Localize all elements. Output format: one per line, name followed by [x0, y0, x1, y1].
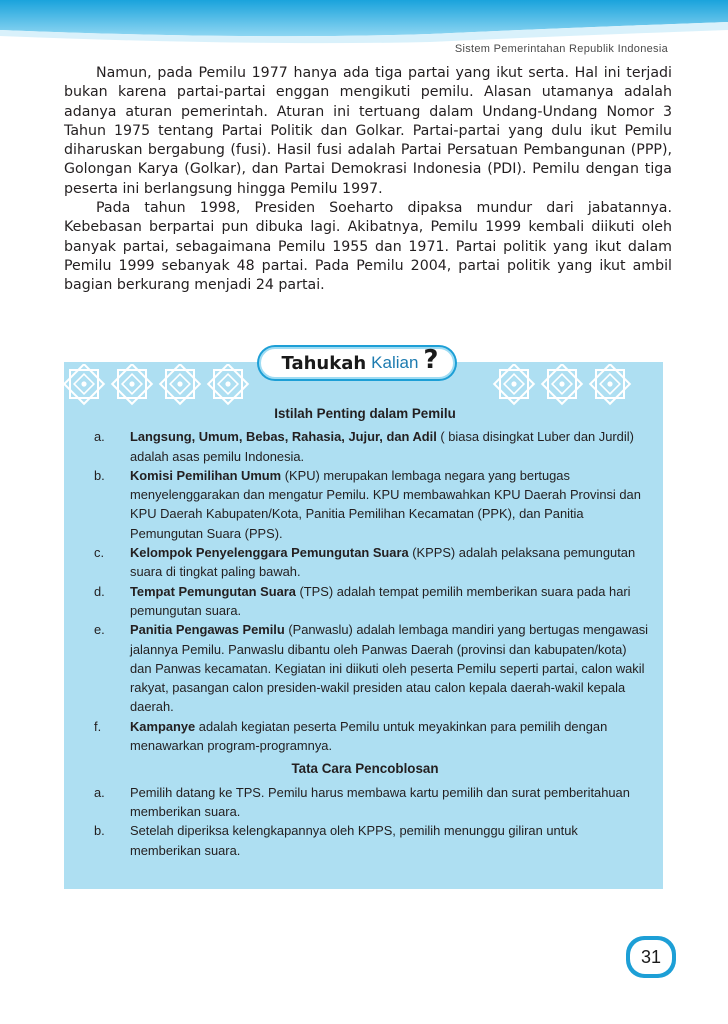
item-text: Pemilih datang ke TPS. Pemilu harus membawa kartu pemilih dan surat pemberitahuan memberikan suara. — [130, 784, 630, 819]
paragraph: Namun, pada Pemilu 1977 hanya ada tiga partai yang ikut serta. Hal ini terjadi bukan karena partai-partai enggan mengikuti pemilu. Alasan utamanya adalah adanya aturan pemerintah. Aturan ini tertuang dalam Undang-Undang Nomor 3 Tahun 1975 tentang Partai Politik dan Golkar. Partai-partai yang dulu ikut Pemilu diharuskan bergabung (fusi). Hasil fusi adalah Partai Persatuan Pembangunan (PPP), Golongan Karya (Golkar), dan Partai Demokrasi Indonesia (PDI). Pemilu dengan tiga peserta ini berlangsung hingga Pemilu 1997. — [64, 65, 672, 197]
item-text: ( biasa disingkat Luber dan Jurdil) adalah asas pemilu Indonesia. — [130, 429, 634, 464]
list-item — [80, 582, 650, 621]
badge-label — [260, 345, 460, 378]
item-text: (KPU) merupakan lembaga negara yang bertugas menyelenggarakan dan mengatur Pemilu. KPU membawahkan KPU Daerah Provinsi dan KPU Daerah Kabupaten/Kota, Panitia Pemilihan Kecamatan (PPK), dan Panitia Pemungutan Suara (PPS). — [130, 467, 641, 541]
item-text: (KPPS) adalah pelaksana pemungutan suara di tingkat paling bawah. — [130, 545, 636, 580]
star-ornament-icon — [112, 364, 152, 404]
item-text: (TPS) adalah tempat pemilih memberikan suara pada hari pemungutan suara. — [130, 583, 631, 618]
list-item — [80, 543, 650, 582]
question-mark-icon: ? — [423, 345, 439, 375]
list-item — [80, 620, 650, 716]
badge-bold-text: Tahukah — [281, 352, 367, 374]
section-title: Tata Cara Pencoblosan — [291, 761, 439, 777]
item-text: (Panwaslu) adalah lembaga mandiri yang bertugas mengawasi jalannya Pemilu. Panwaslu dibantu oleh Panwas Daerah (provinsi dan kabupaten/kota) dan Panwas kecamatan. Kegiatan ini diikuti oleh peserta Pemilu seperti partai, calon wakil rakyat, pasangan calon presiden-wakil presiden atau calon kepala daerah-wakil kepala daerah. — [130, 622, 649, 715]
item-letter: c. — [94, 545, 105, 561]
item-term: Kampanye — [130, 718, 196, 734]
item-text: Setelah diperiksa kelengkapannya oleh KPPS, pemilih menunggu giliran untuk memberikan suara. — [130, 823, 578, 858]
item-term: Panitia Pengawas Pemilu — [130, 622, 285, 638]
item-term: Komisi Pemilihan Umum — [130, 467, 282, 483]
page-number: 31 — [640, 946, 662, 967]
star-ornament-icon — [160, 364, 200, 404]
list-item — [80, 783, 650, 822]
item-letter: f. — [94, 718, 102, 734]
item-term: Kelompok Penyelenggara Pemungutan Suara — [130, 545, 409, 561]
item-letter: e. — [94, 622, 105, 638]
badge-light-text: Kalian — [371, 353, 419, 372]
star-ornament-icon — [494, 364, 534, 404]
item-letter: b. — [94, 467, 105, 483]
item-text: adalah kegiatan peserta Pemilu untuk meyakinkan para pemilih dengan menawarkan program-programnya. — [130, 718, 608, 754]
list-item — [80, 821, 650, 860]
item-term: Langsung, Umum, Bebas, Rahasia, Jujur, dan Adil — [130, 429, 437, 445]
running-header: Sistem Pemerintahan Republik Indonesia — [454, 43, 668, 55]
list-item — [80, 717, 650, 756]
item-letter: a. — [94, 429, 105, 445]
item-letter: d. — [94, 583, 105, 599]
body-text — [64, 64, 672, 296]
list-item — [80, 466, 650, 543]
section-title: Istilah Penting dalam Pemilu — [274, 406, 456, 421]
item-term: Tempat Pemungutan Suara — [130, 583, 296, 599]
item-letter: a. — [94, 784, 105, 800]
box-content — [80, 404, 650, 860]
list-item — [80, 427, 650, 466]
paragraph: Pada tahun 1998, Presiden Soeharto dipaksa mundur dari jabatannya. Kebebasan berpartai pun dibuka lagi. Akibatnya, Pemilu 1999 kembali diikuti oleh banyak partai, sebagaimana Pemilu 1955 dan 1971. Partai politik yang ikut dalam Pemilu 1999 sebanyak 48 partai. Pada Pemilu 2004, partai politik yang ikut ambil bagian berkurang menjadi 24 partai. — [64, 200, 672, 294]
item-letter: b. — [94, 823, 105, 839]
star-ornament-icon — [64, 364, 104, 404]
star-ornament-icon — [208, 364, 248, 404]
star-ornament-icon — [542, 364, 582, 404]
star-ornament-icon — [590, 364, 630, 404]
